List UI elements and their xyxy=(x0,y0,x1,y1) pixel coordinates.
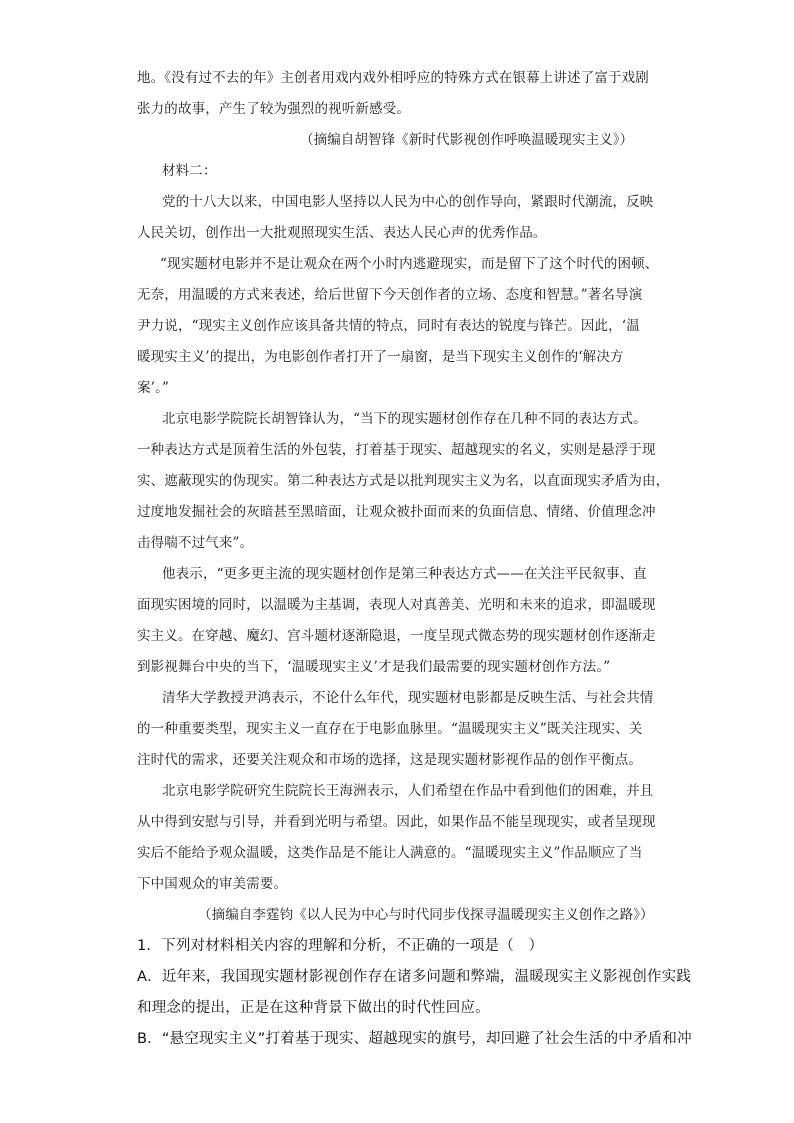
material2-p3-line-2: 一种表达方式是顶着生活的外包装，打着基于现实、超越现实的名义，实则是悬浮于现 xyxy=(137,442,656,458)
material2-p1-line-2: 人民关切，创作出一大批观照现实生活、表达人民心声的优秀作品。 xyxy=(137,225,547,241)
material2-p6-line-3: 实后不能给予观众温暖，这类作品是不能让人满意的。“温暖现实主义”作品顺应了当 xyxy=(137,845,643,861)
material2-p2-line-2: 无奈，用温暖的方式来表述，给后世留下今天创作者的立场、态度和智慧。”著名导演 xyxy=(137,287,643,303)
material1-tail-line-1: 地。《没有过不去的年》主创者用戏内戏外相呼应的特殊方式在银幕上讲述了富于戏剧 xyxy=(137,70,649,86)
question1-option-a-line-1: A．近年来，我国现实题材影视创作存在诸多问题和弊端，温暖现实主义影视创作实践 xyxy=(137,969,692,985)
material2-p5-line-1: 清华大学教授尹鸿表示，不论什么年代，现实题材电影都是反映生活、与社会共情 xyxy=(162,690,654,706)
material2-p4-line-1: 他表示，“更多更主流的现实题材创作是第三种表达方式——在关注平民叙事、直 xyxy=(162,566,647,582)
material2-p2-line-3: 尹力说，“现实主义创作应该具备共情的特点，同时有表达的锐度与锋芒。因此，‘温 xyxy=(137,318,640,334)
material2-p3-line-4: 过度地发掘社会的灰暗甚至黑暗面，让观众被扑面而来的负面信息、情绪、价值理念冲 xyxy=(137,504,656,520)
material2-p4-line-2: 面现实困境的同时，以温暖为主基调，表现人对真善美、光明和未来的追求，即温暖现 xyxy=(137,597,656,613)
material2-p4-line-4: 到影视舞台中央的当下，‘温暖现实主义’才是我们最需要的现实题材创作方法。” xyxy=(137,659,611,675)
material2-p6-line-4: 下中国观众的审美需要。 xyxy=(137,876,288,892)
question1-stem: 1．下列对材料相关内容的理解和分析，不正确的一项是（ ） xyxy=(137,938,544,954)
question1-option-b-line-1: B．“悬空现实主义”打着基于现实、超越现实的旗号，却回避了社会生活的中矛盾和冲 xyxy=(137,1031,692,1047)
material2-p3-line-1: 北京电影学院院长胡智锋认为，“当下的现实题材创作存在几种不同的表达方式。 xyxy=(162,411,647,427)
material2-heading: 材料二： xyxy=(162,163,217,179)
material2-p6-line-1: 北京电影学院研究生院院长王海洲表示，人们希望在作品中看到他们的困难，并且 xyxy=(162,783,654,799)
material2-p2-line-5: 案’。” xyxy=(137,380,170,396)
material2-p4-line-3: 实主义。在穿越、魔幻、宫斗题材逐渐隐退，一度呈现式微态势的现实题材创作逐渐走 xyxy=(137,628,656,644)
material2-source: （摘编自李霆钧《以人民为中心与时代同步伐探寻温暖现实主义创作之路》） xyxy=(198,907,654,923)
question1-option-a-line-2: 和理念的提出，正是在这种背景下做出的时代性回应。 xyxy=(137,1000,490,1016)
material1-source: （摘编自胡智锋《新时代影视创作呼唤温暖现实主义》） xyxy=(300,132,634,148)
material2-p3-line-3: 实、遮蔽现实的伪现实。第二种表达方式是以批判现实主义为名，以直面现实矛盾为由， xyxy=(137,473,670,489)
material2-p5-line-3: 注时代的需求，还要关注观众和市场的选择，这是现实题材影视作品的创作平衡点。 xyxy=(137,752,643,768)
material1-tail-line-2: 张力的故事，产生了较为强烈的视听新感受。 xyxy=(137,101,410,117)
material2-p6-line-2: 从中得到安慰与引导，并看到光明与希望。因此，如果作品不能呈现现实，或者呈现现 xyxy=(137,814,656,830)
material2-p2-line-4: 暖现实主义’的提出，为电影创作者打开了一扇窗，是当下现实主义创作的‘解决方 xyxy=(137,349,624,365)
material2-p5-line-2: 的一种重要类型，现实主义一直存在于电影血脉里。“温暖现实主义”既关注现实、关 xyxy=(137,721,643,737)
material2-p1-line-1: 党的十八大以来，中国电影人坚持以人民为中心的创作导向，紧跟时代潮流，反映 xyxy=(162,194,654,210)
material2-p3-line-5: 击得喘不过气来”。 xyxy=(137,535,254,551)
material2-p2-line-1: “现实题材电影并不是让观众在两个小时内逃避现实，而是留下了这个时代的困顿、 xyxy=(160,256,659,272)
